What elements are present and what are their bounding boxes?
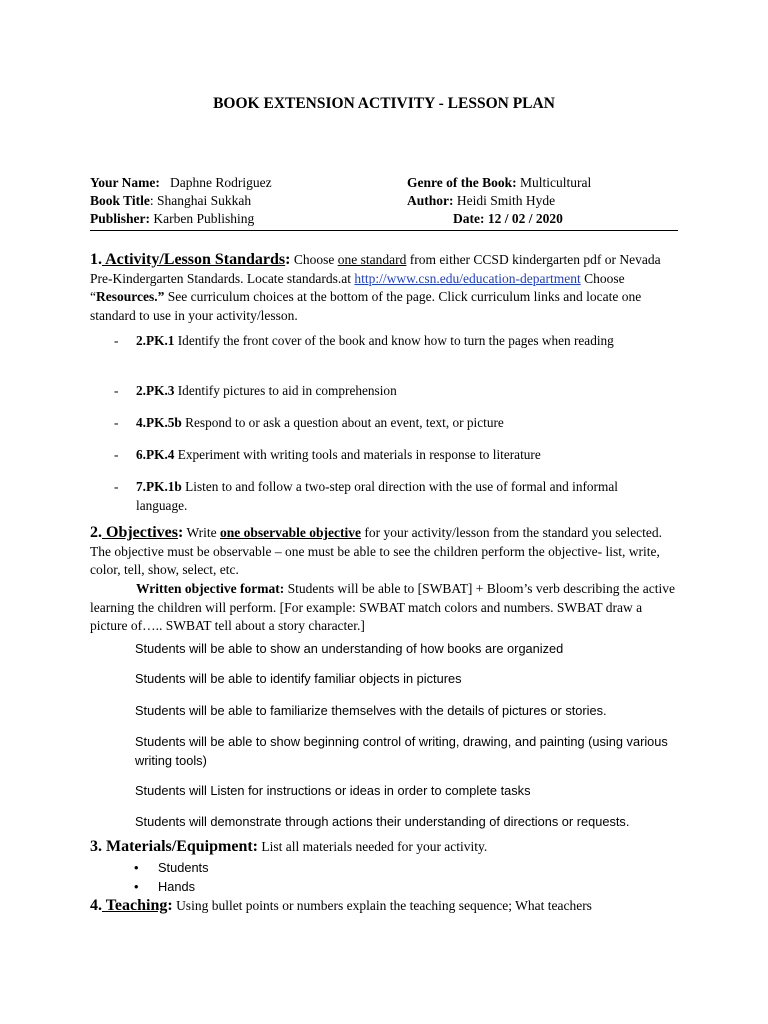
section-3-colon: : <box>252 838 258 855</box>
section-3-intro <box>90 838 680 857</box>
objective-item: Students will be able to identify familiar objects in pictures <box>135 671 462 686</box>
dash-bullet: - <box>114 333 119 348</box>
standard-code: 6.PK.4 <box>136 447 175 462</box>
date-line <box>453 211 563 227</box>
publisher-value: Karben Publishing <box>153 211 255 226</box>
material-text: Hands <box>158 879 195 894</box>
section-3-text: List all materials needed for your activity. <box>258 839 488 854</box>
objective-format <box>90 580 680 636</box>
standard-code: 4.PK.5b <box>136 415 182 430</box>
resources-label: Resources.” <box>96 289 165 304</box>
standard-text: Listen to and follow a two-step oral direction with the use of formal and informal language. <box>136 479 618 513</box>
author-value: Heidi Smith Hyde <box>456 193 556 208</box>
name-label: Your Name: <box>90 175 160 190</box>
section-1-intro <box>90 251 680 325</box>
genre-label: Genre of the Book: <box>407 175 517 190</box>
section-2-colon: : <box>177 524 184 541</box>
standard-code: 7.PK.1b <box>136 479 182 494</box>
section-2-heading: Objectives <box>102 524 178 541</box>
genre-value: Multicultural <box>520 175 592 190</box>
author-line <box>407 193 555 209</box>
objective-format-label: Written objective format: <box>136 581 285 596</box>
book-title-line <box>90 193 251 209</box>
publisher-label: Publisher: <box>90 211 151 226</box>
section-4-text: Using bullet points or numbers explain the teaching sequence; What teachers <box>172 898 592 913</box>
date-value: 12 / 02 / 2020 <box>487 211 563 226</box>
section-1-one-standard: one standard <box>337 252 407 267</box>
section-4-intro <box>90 897 680 916</box>
book-title-label: Book Title <box>90 193 150 208</box>
material-text: Students <box>158 860 209 875</box>
bullet-dot: • <box>134 879 139 894</box>
author-label: Author: <box>407 193 454 208</box>
standard-code: 2.PK.3 <box>136 383 175 398</box>
objective-item: Students will be able to show an understanding of how books are organized <box>135 641 564 656</box>
dash-bullet: - <box>114 383 119 398</box>
header-divider <box>90 230 678 231</box>
document-title: BOOK EXTENSION ACTIVITY - LESSON PLAN <box>213 95 555 112</box>
objective-format-text: Students will be able to [SWBAT] + Bloom’s verb describing the active learning the children will perform. [For example: SWBAT match colors and numbers. SWBAT draw a picture of….. SWBAT tell about a story character.] <box>90 581 675 633</box>
book-title-value: : Shanghai Sukkah <box>149 193 252 208</box>
section-3-number: 3. <box>90 838 102 855</box>
section-4-heading: Teaching <box>102 897 168 914</box>
objective-item: Students will be able to show beginning control of writing, drawing, and painting (using various writing tools) <box>135 734 668 768</box>
dash-bullet: - <box>114 479 119 494</box>
your-name-line <box>90 175 272 191</box>
section-2-number: 2. <box>90 524 102 541</box>
section-4-colon: : <box>167 897 173 914</box>
section-2-text-a: Write <box>183 525 221 540</box>
publisher-line <box>90 211 254 227</box>
bullet-dot: • <box>134 860 139 875</box>
date-label: Date: <box>453 211 485 226</box>
section-1-heading: Activity/Lesson Standards <box>102 251 286 268</box>
section-1-text-c: Choose “ <box>90 270 625 304</box>
dash-bullet: - <box>114 447 119 462</box>
objective-item: Students will Listen for instructions or ideas in order to complete tasks <box>135 783 531 798</box>
dash-bullet: - <box>114 415 119 430</box>
objective-item: Students will be able to familiarize themselves with the details of pictures or stories. <box>135 703 607 718</box>
standard-code: 2.PK.1 <box>136 333 175 348</box>
standard-text: Respond to or ask a question about an event, text, or picture <box>181 415 504 430</box>
section-3-heading: Materials/Equipment <box>102 838 253 855</box>
section-4-number: 4. <box>90 897 102 914</box>
name-value: Daphne Rodriguez <box>170 175 272 190</box>
section-1-number: 1. <box>90 251 102 268</box>
standard-text: Experiment with writing tools and materials in response to literature <box>174 447 541 462</box>
standards-link[interactable]: http://www.csn.edu/education-department <box>354 270 581 286</box>
section-2-intro <box>90 524 680 580</box>
objective-item: Students will demonstrate through actions their understanding of directions or requests. <box>135 814 630 829</box>
section-1-text-b: from either CCSD kindergarten pdf or Nevada Pre-Kindergarten Standards. Locate standards.at <box>90 252 661 286</box>
section-1-text-d: See curriculum choices at the bottom of the page. Click curriculum links and locate one standard to use in your activity/lesson. <box>90 289 642 323</box>
section-1-colon: : <box>285 251 291 268</box>
section-2-text-b: for your activity/lesson from the standard you selected. The objective must be observable – one must be able to see the children perform the objective- list, write, color, tell, show, select, etc. <box>90 525 663 577</box>
section-1-text-a: Choose <box>290 252 338 267</box>
standard-text: Identify pictures to aid in comprehension <box>174 383 397 398</box>
observable-objective-phrase: one observable objective <box>220 525 361 540</box>
standard-text: Identify the front cover of the book and know how to turn the pages when reading <box>174 333 614 348</box>
genre-line <box>407 175 591 191</box>
